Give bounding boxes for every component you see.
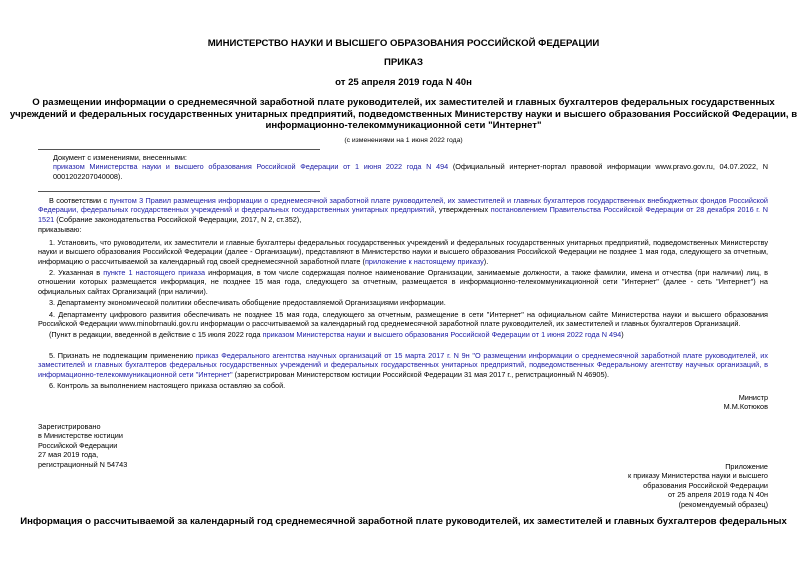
doc-title-line: учреждений и федеральных государственных унитарных предприятий, подведомственных Министерству науки и высшего образования Российской Федерации, в [9, 108, 798, 120]
paragraph-4-note: (Пункт в редакции, введенной в действие с 15 июля 2022 года приказом Министерства науки и высшего образования Российской Федерации от 1 июня 2022 года N 494) [49, 330, 624, 339]
intro-paragraph: В соответствии с пунктом 3 Правил размещения информации о среднемесячной заработной плате руководителей, их заместителей и главных бухгалтеров государственных внебюджетных фондов Российской Федерации, федеральных государственных учреждений и федеральных государственных унитарных предприятий, утвержденных постановлением Правительства Российской Федерации от 28 декабря 2016 г. N 1521 (Собрание законодательства Российской Федерации, 2017, N 2, ст.352), [38, 196, 769, 224]
amendment-box [53, 153, 768, 181]
appendix-block [540, 462, 768, 509]
ministry-heading: МИНИСТЕРСТВО НАУКИ И ВЫСШЕГО ОБРАЗОВАНИЯ РОССИЙСКОЙ ФЕДЕРАЦИИ [207, 38, 600, 49]
doc-title-line: О размещении информации о среднемесячной заработной плате руководителей, их заместителей и главных бухгалтеров федеральных государственных [32, 97, 775, 108]
fano-order-link[interactable]: приказ Федерального агентства научных организаций от 15 марта 2017 г. N 9н "О размещении информации о среднемесячной заработной плате руководителей, их заместителей и главных бухгалтеров федеральных государственных учреждений и федеральных государственных унитарных предприятий, подведомственных Федеральному агентству научных организаций, в информационно-телекоммуникационной сети "Интернет" [38, 351, 769, 379]
appendix-title: Информация о рассчитываемой за календарный год среднемесячной заработной плате руководителей, их заместителей и главных бухгалтеров федеральных [20, 516, 787, 527]
signature-name: М.М.Котюков [723, 402, 768, 412]
appendix-link[interactable]: приложение к настоящему приказу [364, 256, 484, 266]
registration-line: Зарегистрировано [38, 422, 101, 431]
doc-type: ПРИКАЗ [384, 57, 423, 68]
amendment-box-source: приказом Министерства науки и высшего образования Российской Федерации от 1 июня 2022 года N 494 (Официальный интернет-портал правовой информации www.pravo.gov.ru, 04.07.2022, N 0001202207040008). [53, 162, 768, 181]
appendix-line: к приказу Министерства науки и высшего [627, 471, 768, 481]
appendix-line: образования Российской Федерации [643, 480, 768, 490]
government-resolution-link[interactable]: постановлением Правительства Российской Федерации от 28 декабря 2016 г. N 1521 [38, 205, 768, 224]
amendment-order-link[interactable]: приказом Министерства науки и высшего образования Российской Федерации от 1 июня 2022 года N 494 [53, 162, 449, 172]
amendment-order-link-2[interactable]: приказом Министерства науки и высшего образования Российской Федерации от 1 июня 2022 года N 494 [262, 330, 622, 339]
order-word: приказываю: [38, 225, 82, 234]
paragraph-5: 5. Признать не подлежащим применению приказ Федерального агентства научных организаций от 15 марта 2017 г. N 9н "О размещении информации о среднемесячной заработной плате руководителей, их заместителей и главных бухгалтеров федеральных государственных учреждений и федеральных государственных унитарных предприятий, подведомственных Федеральному агентству научных организаций, в информационно-телекоммуникационной сети "Интернет" (зарегистрирован Министерством юстиции Российской Федерации 31 мая 2017 г., регистрационный N 46905). [38, 351, 769, 379]
paragraph-4: 4. Департаменту цифрового развития обеспечивать не позднее 15 мая года, следующего за отчетным, размещение в сети "Интернет" на официальном сайте Министерства науки и высшего образования Российской Федерации www.minobrnauki.gov.ru информации о рассчитываемой за календарный год среднемесячной заработной плате руководителей, их заместителей и главных бухгалтеров Организаций. [38, 310, 768, 329]
paragraph-6: 6. Контроль за выполнением настоящего приказа оставляю за собой. [49, 381, 286, 390]
rules-item-3-link[interactable]: пунктом 3 Правил размещения информации о среднемесячной заработной плате руководителей, их заместителей и главных бухгалтеров государственных внебюджетных фондов Российской Федерации, федеральных государственных учреждений и федеральных государственных унитарных предприятий [38, 196, 769, 215]
appendix-line: (рекомендуемый образец) [678, 499, 768, 509]
registration-line: Российской Федерации [38, 440, 118, 450]
paragraph-1: 1. Установить, что руководители, их заместители и главные бухгалтеры федеральных государственных учреждений и федеральных государственных унитарных предприятий, подведомственных Министерству науки и высшего образования Российской Федерации (далее - Организации), представляют в Министерство науки и высшего образования Российской Федерации не позднее 1 мая года, следующего за отчетным, информацию о рассчитываемой за календарный год своей среднемесячной заработной плате (приложение к настоящему приказу). [38, 238, 768, 266]
signature-block [600, 393, 768, 412]
amendment-box-heading: Документ с изменениями, внесенными: [53, 153, 187, 162]
doc-title [0, 97, 807, 132]
doc-title-line: информационно-телекоммуникационной сети "Интернет" [265, 120, 542, 132]
paragraph-2: 2. Указанная в пункте 1 настоящего приказа информация, в том числе содержащая полное наименование Организации, занимаемые должности, а также фамилии, имена и отчества (при наличии) лиц, в отношении которых размещается информация, не позднее 15 мая года, следующего за отчетным, размещается в информационно-телекоммуникационной сети "Интернет" (далее - сеть "Интернет") на официальных сайтах Организаций (при наличии). [38, 268, 768, 296]
registration-line: регистрационный N 54743 [38, 459, 128, 469]
amendment-note: (с изменениями на 1 июня 2022 года) [344, 137, 463, 144]
appendix-line: от 25 апреля 2019 года N 40н [668, 490, 768, 500]
appendix-line: Приложение [725, 462, 768, 471]
signature-position: Министр [738, 393, 768, 402]
paragraph-1-link[interactable]: пункте 1 настоящего приказа [103, 268, 206, 277]
divider [38, 191, 320, 192]
paragraph-3: 3. Департаменту экономической политики обеспечивать обобщение предоставляемой Организациями информации. [49, 298, 446, 307]
registration-block [38, 422, 238, 469]
doc-date-number: от 25 апреля 2019 года N 40н [335, 77, 472, 88]
registration-line: в Министерстве юстиции [38, 431, 123, 441]
registration-line: 27 мая 2019 года, [38, 450, 99, 460]
divider [38, 149, 320, 150]
